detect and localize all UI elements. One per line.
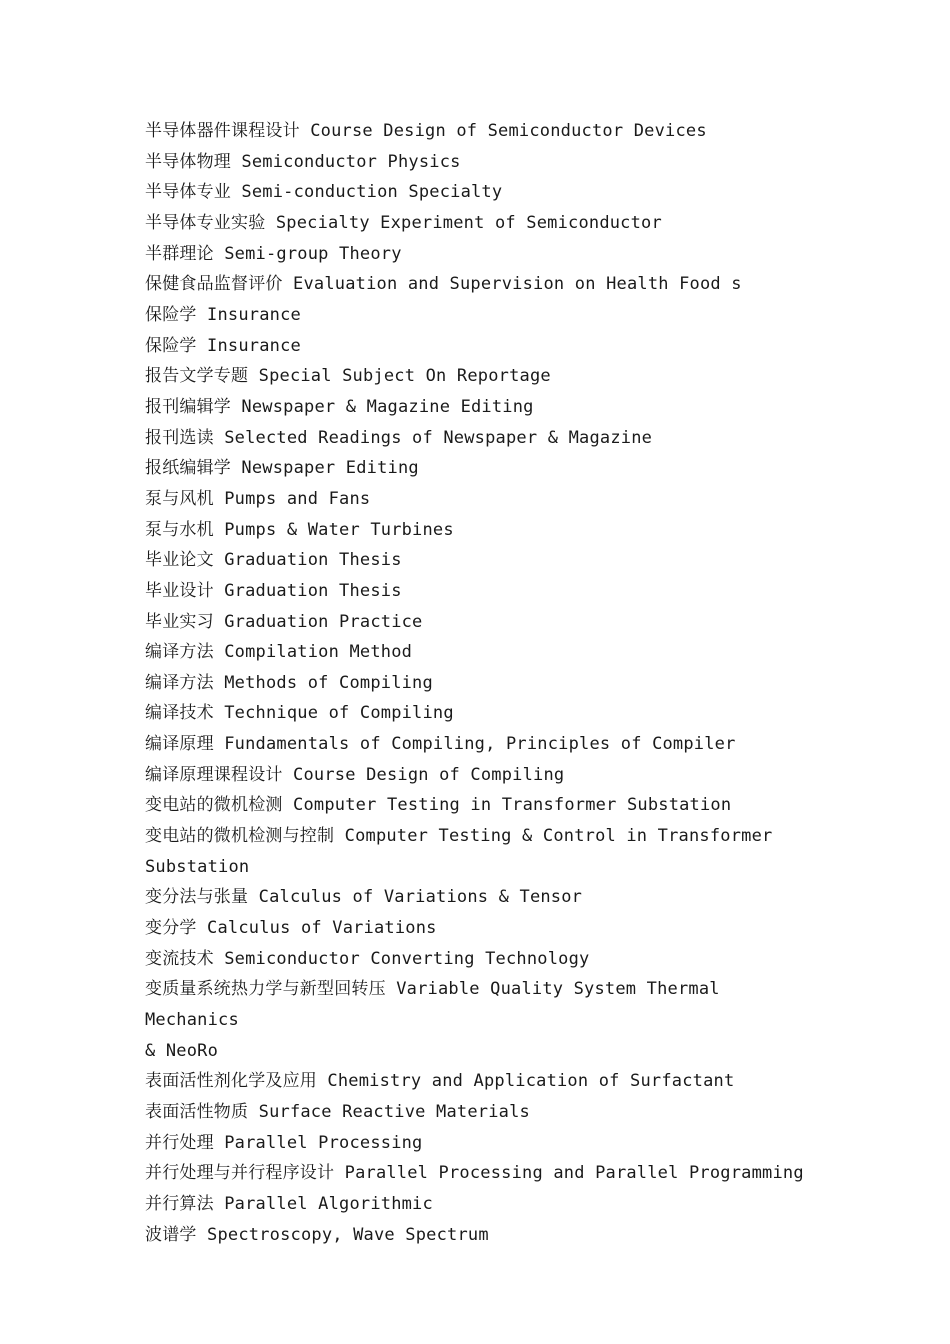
glossary-line: 变电站的微机检测 Computer Testing in Transformer Substation [145,795,732,816]
glossary-line: 变质量系统热力学与新型回转压 Variable Quality System Thermal Mechanics [145,979,731,1031]
glossary-line: 毕业论文 Graduation Thesis [145,550,402,571]
glossary-line: 变电站的微机检测与控制 Computer Testing & Control in Transformer [145,826,773,847]
glossary-line: 报告文学专题 Special Subject On Reportage [145,366,551,387]
glossary-line: 变分学 Calculus of Variations [145,918,437,939]
glossary-line: 泵与水机 Pumps & Water Turbines [145,519,454,540]
glossary-line: 波谱学 Spectroscopy, Wave Spectrum [145,1224,489,1245]
glossary-line: 半导体物理 Semiconductor Physics [145,151,461,172]
glossary-line-continuation: Substation [145,856,250,877]
glossary-line: 并行算法 Parallel Algorithmic [145,1193,433,1214]
glossary-line: 编译技术 Technique of Compiling [145,703,454,724]
glossary-line: 保险学 Insurance [145,335,301,356]
glossary-line: 编译原理 Fundamentals of Compiling, Principles of Compiler [145,734,736,755]
glossary-list [145,116,815,1250]
glossary-line: 报纸编辑学 Newspaper Editing [145,458,419,479]
glossary-line: 变流技术 Semiconductor Converting Technology [145,948,590,969]
glossary-line: 编译方法 Methods of Compiling [145,672,433,693]
glossary-line: 毕业实习 Graduation Practice [145,611,423,632]
glossary-line-continuation: & NeoRo [145,1040,219,1061]
glossary-line: 报刊选读 Selected Readings of Newspaper & Magazine [145,427,653,448]
glossary-line: 编译原理课程设计 Course Design of Compiling [145,764,565,785]
glossary-line: 毕业设计 Graduation Thesis [145,580,402,601]
glossary-line: 变分法与张量 Calculus of Variations & Tensor [145,887,583,908]
glossary-line: 半导体器件课程设计 Course Design of Semiconductor Devices [145,121,707,141]
glossary-line: 半导体专业实验 Specialty Experiment of Semiconductor [145,212,662,233]
glossary-line: 编译方法 Compilation Method [145,642,413,663]
glossary-line: 并行处理与并行程序设计 Parallel Processing and Parallel Programming [145,1163,804,1184]
glossary-line: 保健食品监督评价 Evaluation and Supervision on Health Food s [145,274,742,295]
glossary-line: 表面活性物质 Surface Reactive Materials [145,1102,530,1122]
glossary-line: 半导体专业 Semi-conduction Specialty [145,182,503,203]
glossary-line: 报刊编辑学 Newspaper & Magazine Editing [145,396,534,417]
glossary-line: 泵与风机 Pumps and Fans [145,488,371,509]
glossary-line: 并行处理 Parallel Processing [145,1132,423,1153]
glossary-line: 半群理论 Semi-group Theory [145,243,402,264]
glossary-line: 保险学 Insurance [145,304,301,325]
glossary-line: 表面活性剂化学及应用 Chemistry and Application of Surfactant [145,1071,735,1092]
